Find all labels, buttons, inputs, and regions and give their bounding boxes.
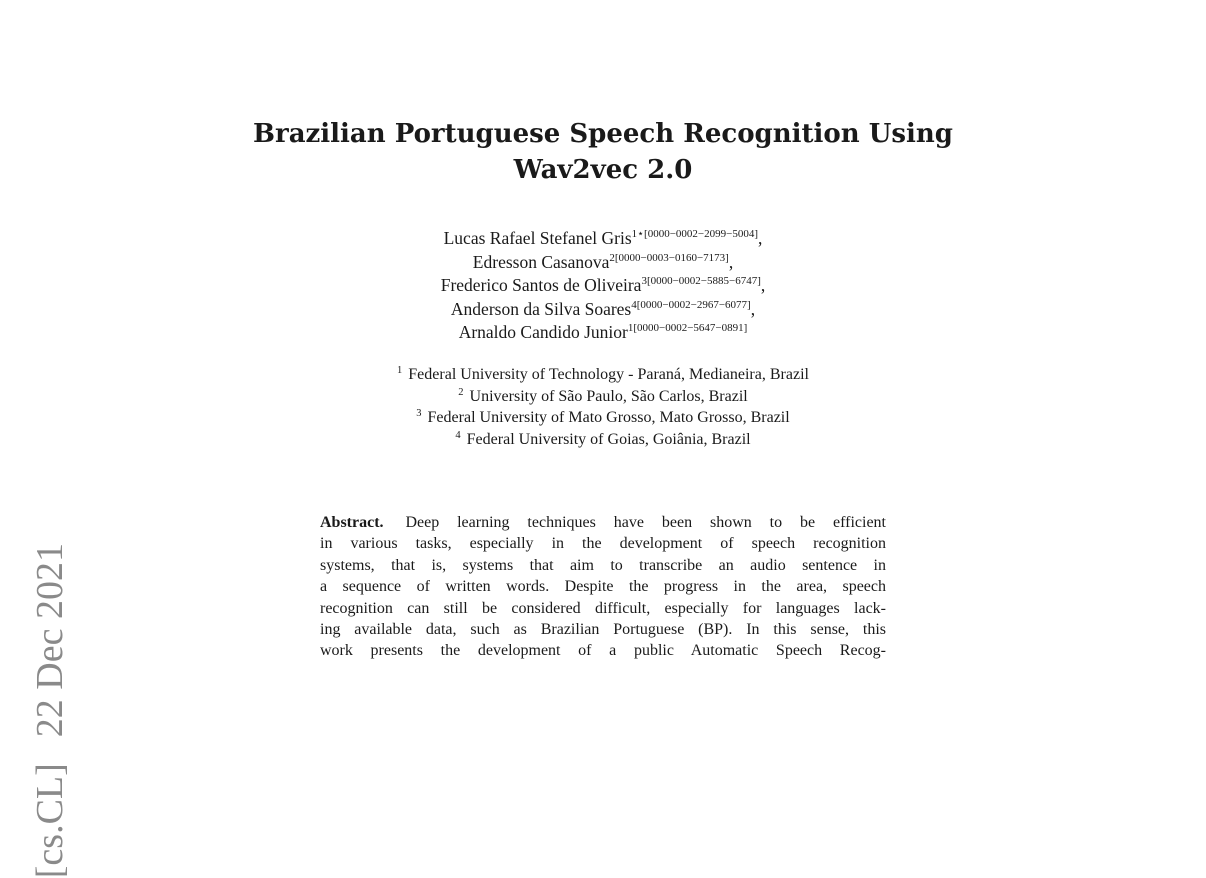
affiliation-number: 3 xyxy=(416,408,422,419)
arxiv-category: [cs.CL] xyxy=(29,762,71,878)
author-affil-orcid: 1⋆[0000−0002−2099−5004] xyxy=(631,228,758,240)
author-separator: , xyxy=(728,251,734,272)
paper-title xyxy=(0,116,1206,188)
affiliation-number: 2 xyxy=(458,386,464,398)
affiliation-text: Federal University of Technology - Paraná, Medianeira, Brazil xyxy=(408,366,809,383)
affiliation-item xyxy=(0,386,1206,408)
affiliation-text: Federal University of Mato Grosso, Mato Grosso, Brazil xyxy=(427,409,790,426)
arxiv-date: 22 Dec 2021 xyxy=(29,542,71,737)
author-affil-orcid: 1[0000−0002−5647−0891] xyxy=(627,322,748,334)
author-name: Edresson Casanova xyxy=(472,251,610,272)
author-name: Anderson da Silva Soares xyxy=(450,298,632,319)
author-entry xyxy=(0,274,1206,298)
author-separator: , xyxy=(760,275,766,295)
abstract-line-text: Deep learning techniques have been shown to be efficient xyxy=(405,514,887,531)
author-affil-orcid: 2[0000−0003−0160−7173] xyxy=(609,251,729,264)
abstract-line: in various tasks, especially in the development of speech recognition xyxy=(320,535,886,553)
affiliation-text: Federal University of Goias, Goiânia, Brazil xyxy=(466,430,751,448)
author-entry xyxy=(0,321,1206,345)
author-affil-orcid: 3[0000−0002−5885−6747] xyxy=(641,275,761,287)
title-line-1: Brazilian Portuguese Speech Recognition Using xyxy=(253,119,953,149)
author-name: Arnaldo Candido Junior xyxy=(458,322,628,342)
affiliation-number: 4 xyxy=(455,429,461,441)
abstract-line: recognition can still be considered difficult, especially for languages lack- xyxy=(320,599,886,617)
affiliation-list xyxy=(0,364,1206,450)
abstract-line: ing available data, such as Brazilian Portuguese (BP). In this sense, this xyxy=(320,621,886,639)
affiliation-item xyxy=(0,364,1206,386)
title-line-2: Wav2vec 2.0 xyxy=(513,155,693,185)
author-separator: , xyxy=(758,228,763,248)
author-entry xyxy=(0,298,1206,322)
author-name: Lucas Rafael Stefanel Gris xyxy=(443,228,632,248)
arxiv-side-stamp xyxy=(28,310,72,878)
abstract-line: systems, that is, systems that aim to transcribe an audio sentence in xyxy=(320,556,886,574)
author-entry xyxy=(0,251,1206,275)
affiliation-item xyxy=(0,429,1206,451)
author-entry xyxy=(0,227,1206,251)
affiliation-number: 1 xyxy=(397,365,403,376)
abstract-label: Abstract. xyxy=(320,514,384,531)
affiliation-text: University of São Paulo, São Carlos, Brazil xyxy=(469,387,748,405)
author-separator: , xyxy=(750,298,756,319)
abstract-line xyxy=(320,512,886,533)
abstract-line: work presents the development of a public Automatic Speech Recog- xyxy=(320,642,886,660)
abstract-line: a sequence of written words. Despite the progress in the area, speech xyxy=(320,578,886,596)
author-list xyxy=(0,227,1206,345)
author-affil-orcid: 4[0000−0002−2967−6077] xyxy=(631,298,751,311)
abstract xyxy=(320,512,886,662)
affiliation-item xyxy=(0,407,1206,429)
author-name: Frederico Santos de Oliveira xyxy=(440,275,642,295)
